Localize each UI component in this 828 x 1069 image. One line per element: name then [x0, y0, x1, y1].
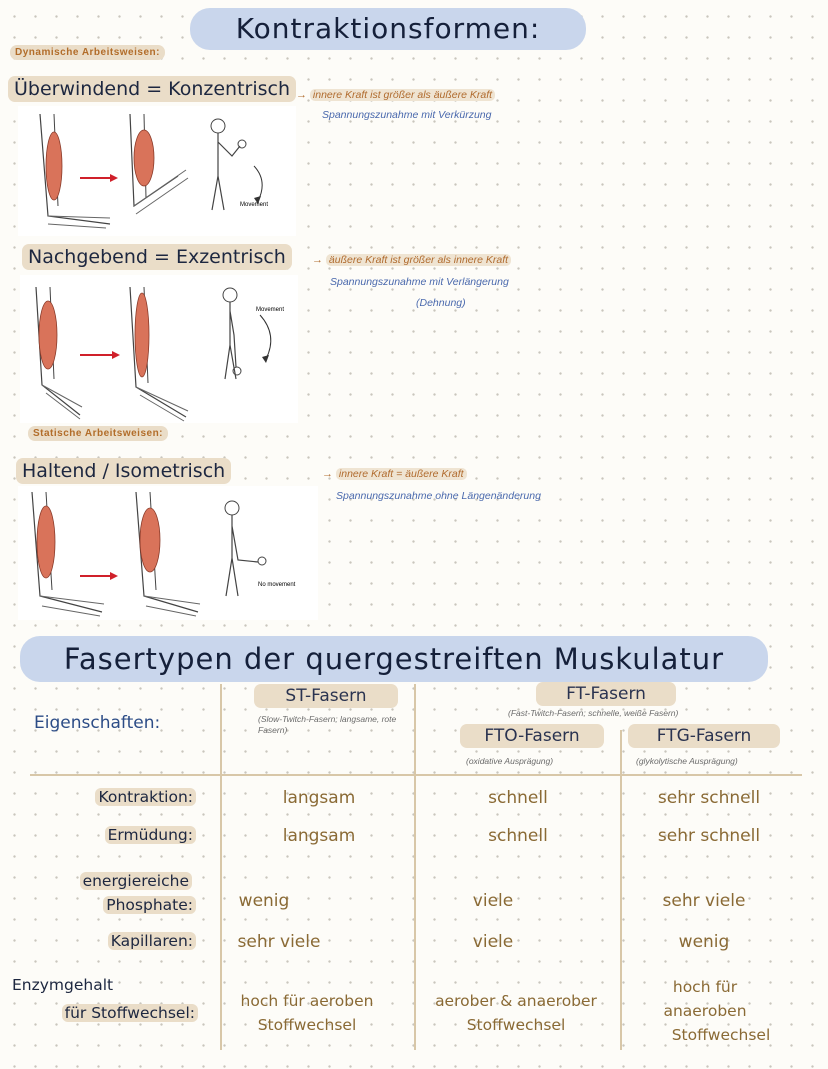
note-eccentric-tension: Spannungszunahme mit Verlängerung	[330, 276, 509, 288]
arm-after	[130, 114, 188, 214]
dynamic-label: Dynamische Arbeitsweisen:	[10, 45, 165, 60]
cell-st-enzymes-1: hoch für aeroben	[240, 992, 374, 1010]
note-eccentric-stretch: (Dehnung)	[416, 297, 466, 309]
st-fibers-sub: (Slow-Twitch-Fasern; langsame, rote Fasern)	[258, 714, 397, 735]
arm-before	[36, 287, 82, 419]
cell-ftg-phosphates: sehr viele	[662, 891, 746, 911]
cell-fto-phosphates: viele	[472, 891, 514, 911]
note-isometric-tension: Spannungszunahme ohne Längenänderung	[336, 490, 541, 502]
red-arrow	[80, 572, 118, 580]
arm-before	[40, 114, 110, 228]
ft-fibers-title: FT-Fasern	[536, 682, 676, 706]
movement-label: Movement	[256, 307, 285, 313]
divider-ftg	[620, 730, 622, 1050]
cell-ftg-fatigue: sehr schnell	[657, 826, 761, 846]
person-lower	[223, 288, 271, 379]
ft-fibers-sub: (Fast-Twitch-Fasern; schnelle, weiße Fasern)	[508, 708, 679, 718]
properties-label: Eigenschaften:	[34, 713, 161, 733]
cell-st-phosphates: wenig	[238, 891, 290, 911]
row-label-fatigue: Ermüdung:	[105, 826, 196, 845]
row-label-capillaries: Kapillaren:	[108, 932, 196, 951]
section-heading-concentric: Überwindend = Konzentrisch	[8, 76, 296, 102]
cell-ftg-enzymes-3: Stoffwechsel	[671, 1026, 771, 1044]
cell-fto-enzymes-1: aerober & anaerober	[435, 992, 597, 1010]
eccentric-illustration	[20, 275, 298, 423]
isometric-illustration	[18, 486, 318, 620]
fto-fibers-sub: (oxidative Ausprägung)	[466, 756, 554, 766]
row-label-enzymes-2: für Stoffwechsel:	[62, 1004, 198, 1023]
cell-ftg-capillaries: wenig	[678, 932, 730, 952]
header-divider	[30, 774, 802, 776]
red-arrow	[80, 351, 120, 359]
cell-fto-fatigue: schnell	[488, 826, 548, 846]
fto-fibers-title: FTO-Fasern	[460, 724, 604, 748]
cell-ftg-enzymes-1: hoch für	[672, 978, 738, 996]
cell-st-capillaries: sehr viele	[237, 932, 321, 952]
cell-ftg-contraction: sehr schnell	[657, 788, 761, 808]
cell-ftg-enzymes-2: anaeroben	[663, 1002, 747, 1020]
page-title: Kontraktionsformen:	[190, 8, 586, 50]
section-heading-isometric: Haltend / Isometrisch	[16, 458, 231, 484]
note-concentric-force: → innere Kraft ist größer als äußere Kraft	[296, 88, 495, 102]
row-label-phosphates-1: energiereiche	[80, 872, 192, 891]
cell-fto-enzymes-2: Stoffwechsel	[466, 1016, 566, 1034]
no-movement-label: No movement	[258, 582, 296, 588]
ftg-fibers-title: FTG-Fasern	[628, 724, 780, 748]
row-label-contraction: Kontraktion:	[95, 788, 196, 807]
person-curl	[211, 119, 262, 210]
cell-fto-capillaries: viele	[472, 932, 514, 952]
movement-label: Movement	[240, 202, 269, 208]
arm-before	[32, 492, 104, 616]
fiber-types-title: Fasertypen der quergestreiften Muskulatur	[20, 636, 768, 682]
ftg-fibers-sub: (glykolytische Ausprägung)	[636, 756, 738, 766]
row-label-phosphates-2: Phosphate:	[103, 896, 196, 915]
cell-fto-contraction: schnell	[488, 788, 548, 808]
st-fibers-title: ST-Fasern	[254, 684, 398, 708]
note-concentric-tension: Spannungszunahme mit Verkürzung	[322, 109, 492, 121]
row-label-enzymes-1: Enzymgehalt	[12, 976, 114, 994]
note-isometric-force: → innere Kraft = äußere Kraft	[322, 467, 467, 481]
cell-st-enzymes-2: Stoffwechsel	[257, 1016, 357, 1034]
arm-after	[136, 492, 200, 616]
cell-st-fatigue: langsam	[282, 826, 356, 846]
concentric-illustration	[18, 106, 296, 236]
cell-st-contraction: langsam	[282, 788, 356, 808]
arm-after	[130, 287, 188, 421]
red-arrow	[80, 174, 118, 182]
static-label: Statische Arbeitsweisen:	[28, 426, 168, 441]
section-heading-eccentric: Nachgebend = Exzentrisch	[22, 244, 292, 270]
note-eccentric-force: → äußere Kraft ist größer als innere Kraft	[312, 253, 511, 267]
